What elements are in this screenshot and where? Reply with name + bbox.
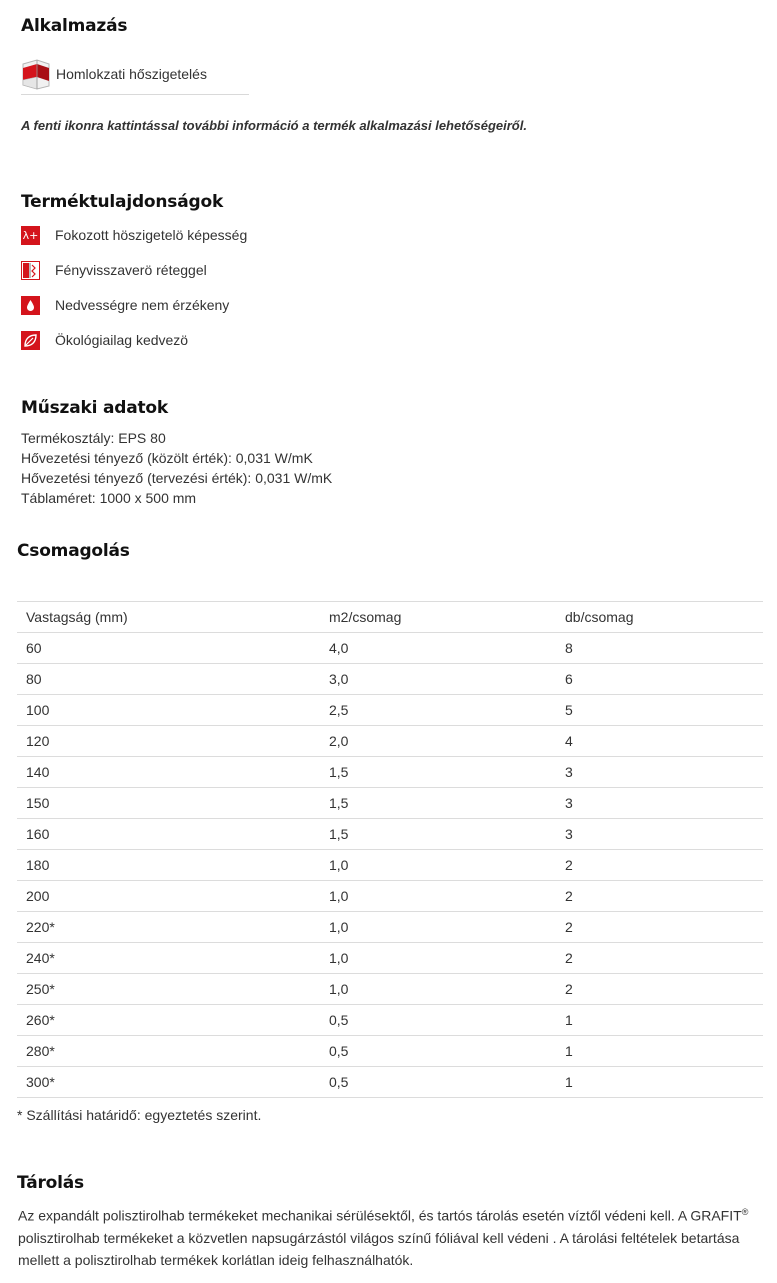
leaf-icon bbox=[21, 331, 40, 350]
table-row bbox=[17, 912, 763, 943]
column-header: db/csomag bbox=[556, 602, 763, 633]
application-heading: Alkalmazás bbox=[21, 16, 128, 36]
table-header-row bbox=[17, 602, 763, 633]
packaging-table bbox=[17, 601, 763, 1098]
table-cell: 250* bbox=[17, 974, 320, 1005]
table-cell: 1,0 bbox=[320, 943, 556, 974]
table-cell: 160 bbox=[17, 819, 320, 850]
column-header: m2/csomag bbox=[320, 602, 556, 633]
table-cell: 8 bbox=[556, 633, 763, 664]
table-row bbox=[17, 1067, 763, 1098]
property-label: Ökológiailag kedvezö bbox=[55, 332, 189, 348]
table-cell: 1,0 bbox=[320, 912, 556, 943]
table-cell: 2 bbox=[556, 974, 763, 1005]
technical-line: Táblaméret: 1000 x 500 mm bbox=[21, 490, 197, 506]
application-item-facade[interactable] bbox=[21, 54, 249, 95]
table-row bbox=[17, 695, 763, 726]
table-cell: 300* bbox=[17, 1067, 320, 1098]
properties-heading: Terméktulajdonságok bbox=[21, 192, 224, 212]
table-cell: 1,0 bbox=[320, 881, 556, 912]
table-cell: 3 bbox=[556, 788, 763, 819]
reflective-layer-icon bbox=[21, 261, 40, 280]
table-row bbox=[17, 881, 763, 912]
table-cell: 4,0 bbox=[320, 633, 556, 664]
water-drop-icon bbox=[21, 296, 40, 315]
table-cell: 2 bbox=[556, 912, 763, 943]
table-row bbox=[17, 788, 763, 819]
storage-heading: Tárolás bbox=[17, 1173, 84, 1193]
table-cell: 150 bbox=[17, 788, 320, 819]
property-item bbox=[21, 259, 207, 281]
table-cell: 60 bbox=[17, 633, 320, 664]
table-cell: 1,0 bbox=[320, 974, 556, 1005]
property-item bbox=[21, 294, 229, 316]
application-item-label[interactable]: Homlokzati hőszigetelés bbox=[56, 66, 207, 82]
table-row bbox=[17, 664, 763, 695]
table-cell: 0,5 bbox=[320, 1005, 556, 1036]
column-header: Vastagság (mm) bbox=[17, 602, 320, 633]
table-cell: 2 bbox=[556, 850, 763, 881]
table-cell: 2,5 bbox=[320, 695, 556, 726]
table-cell: 4 bbox=[556, 726, 763, 757]
table-cell: 1 bbox=[556, 1067, 763, 1098]
storage-text bbox=[18, 1201, 763, 1271]
lambda-plus-icon: λ+ bbox=[21, 226, 40, 245]
table-cell: 260* bbox=[17, 1005, 320, 1036]
technical-line: Hővezetési tényező (közölt érték): 0,031 W/mK bbox=[21, 450, 313, 466]
technical-line: Hővezetési tényező (tervezési érték): 0,031 W/mK bbox=[21, 470, 333, 486]
table-cell: 3,0 bbox=[320, 664, 556, 695]
registered-mark: ® bbox=[741, 1207, 749, 1217]
table-cell: 1 bbox=[556, 1036, 763, 1067]
table-row bbox=[17, 819, 763, 850]
storage-text-part: Az expandált polisztirolhab termékeket mechanikai sérülésektől, és tartós tárolás esetén víztől védeni kell. A GRAFIT bbox=[18, 1207, 742, 1224]
table-cell: 2 bbox=[556, 943, 763, 974]
property-item bbox=[21, 329, 188, 351]
table-cell: 120 bbox=[17, 726, 320, 757]
table-cell: 1,5 bbox=[320, 788, 556, 819]
property-item bbox=[21, 224, 247, 246]
table-cell: 80 bbox=[17, 664, 320, 695]
table-cell: 0,5 bbox=[320, 1067, 556, 1098]
storage-text-part: polisztirolhab termékeket a közvetlen napsugárzástól világos színű fóliával kell védeni . A tárolási feltételek betartása mellett a polisztirolhab termékek korlátlan ideig felhasználhatók. bbox=[18, 1229, 740, 1268]
table-cell: 200 bbox=[17, 881, 320, 912]
table-row bbox=[17, 757, 763, 788]
property-label: Fokozott höszigetelö képesség bbox=[55, 227, 248, 243]
table-cell: 5 bbox=[556, 695, 763, 726]
technical-heading: Műszaki adatok bbox=[21, 398, 168, 418]
table-row bbox=[17, 1036, 763, 1067]
table-cell: 1,5 bbox=[320, 757, 556, 788]
table-cell: 100 bbox=[17, 695, 320, 726]
table-cell: 2,0 bbox=[320, 726, 556, 757]
property-label: Nedvességre nem érzékeny bbox=[55, 297, 230, 313]
table-row bbox=[17, 943, 763, 974]
table-cell: 3 bbox=[556, 757, 763, 788]
table-cell: 1,0 bbox=[320, 850, 556, 881]
table-cell: 140 bbox=[17, 757, 320, 788]
table-cell: 2 bbox=[556, 881, 763, 912]
technical-line: Termékosztály: EPS 80 bbox=[21, 430, 166, 446]
property-label: Fényvisszaverö réteggel bbox=[55, 262, 207, 278]
table-cell: 1 bbox=[556, 1005, 763, 1036]
table-row bbox=[17, 633, 763, 664]
table-cell: 220* bbox=[17, 912, 320, 943]
table-cell: 0,5 bbox=[320, 1036, 556, 1067]
table-cell: 1,5 bbox=[320, 819, 556, 850]
table-row bbox=[17, 974, 763, 1005]
table-row bbox=[17, 1005, 763, 1036]
table-row bbox=[17, 726, 763, 757]
application-note: A fenti ikonra kattintással további információ a termék alkalmazási lehetőségeiről. bbox=[21, 118, 527, 133]
table-cell: 3 bbox=[556, 819, 763, 850]
facade-insulation-icon[interactable] bbox=[21, 58, 51, 90]
packaging-heading: Csomagolás bbox=[17, 541, 130, 561]
table-cell: 280* bbox=[17, 1036, 320, 1067]
table-cell: 240* bbox=[17, 943, 320, 974]
table-cell: 6 bbox=[556, 664, 763, 695]
packaging-footnote: * Szállítási határidő: egyeztetés szerint. bbox=[17, 1107, 262, 1123]
table-row bbox=[17, 850, 763, 881]
table-cell: 180 bbox=[17, 850, 320, 881]
